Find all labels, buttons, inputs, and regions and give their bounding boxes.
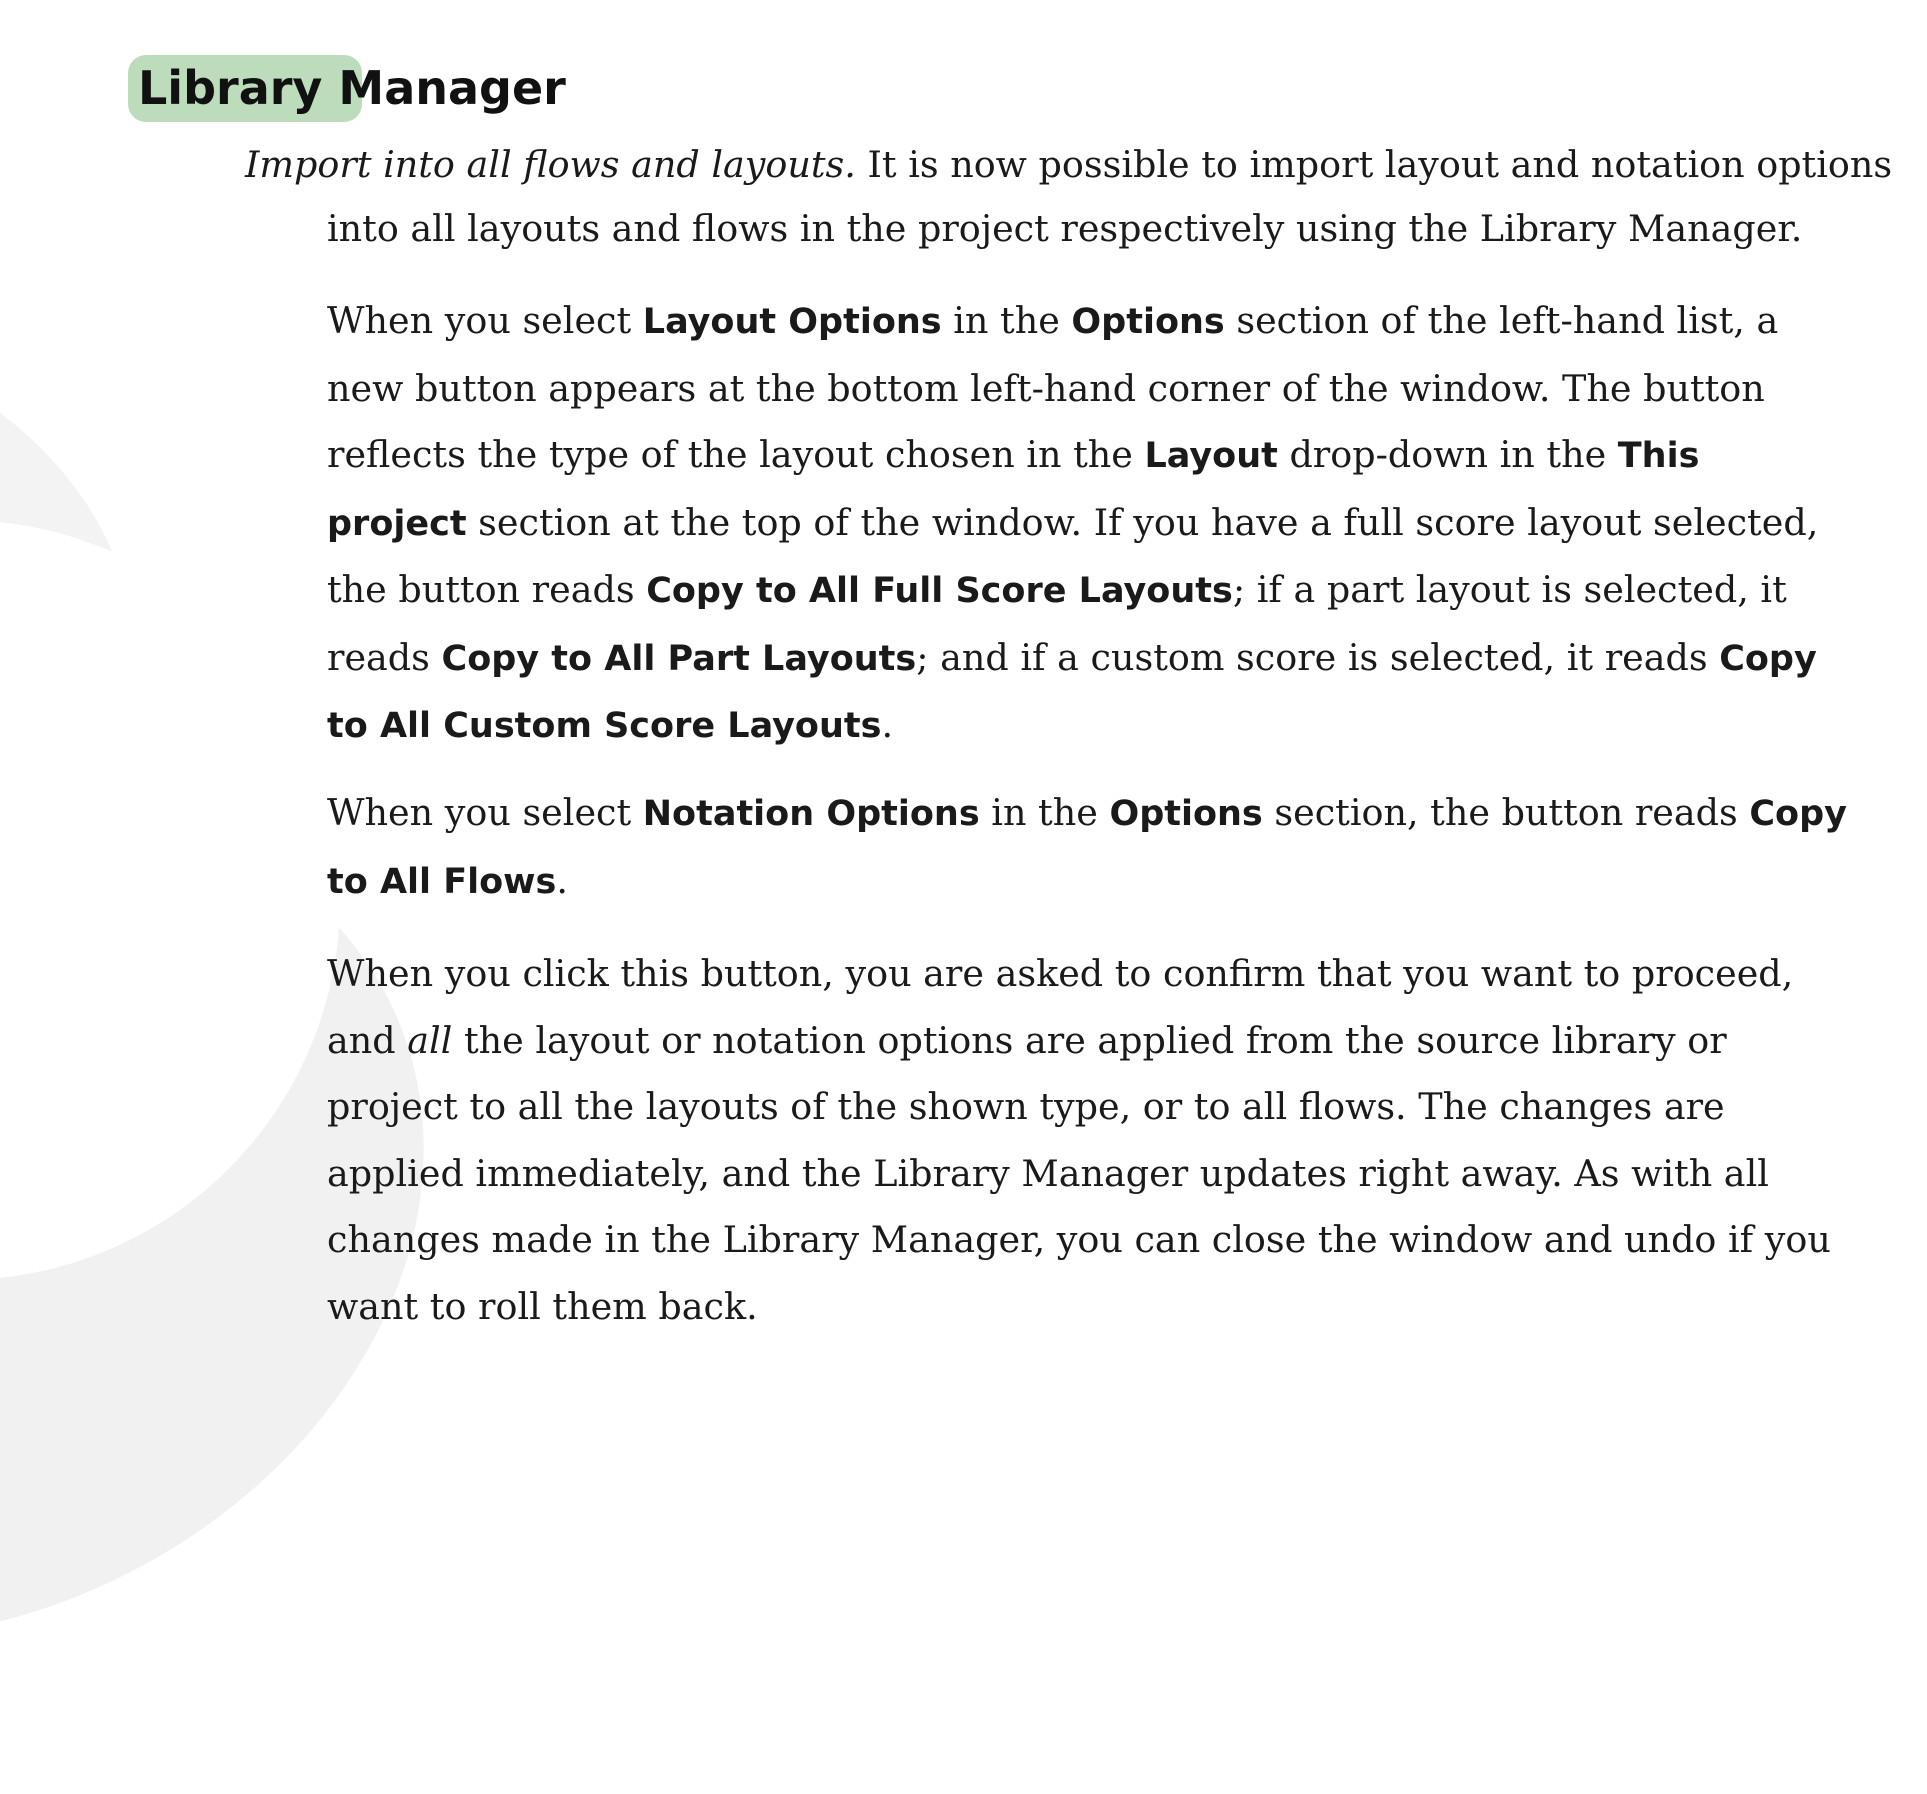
entry-title: Import into all flows and layouts. xyxy=(245,143,856,186)
section-heading-container xyxy=(128,55,566,122)
ui-term: Copy to All Custom Score Layouts xyxy=(327,638,1817,746)
ui-term: Layout xyxy=(1144,436,1278,476)
ui-term: Options xyxy=(1071,302,1225,342)
feature-entry xyxy=(245,133,1927,261)
ui-term: This project xyxy=(327,436,1700,544)
ui-term: Copy to All Part Layouts xyxy=(441,638,917,679)
ui-term: Layout Options xyxy=(642,302,942,342)
text: When you select xyxy=(327,791,643,834)
text: the layout or notation options are applied from the source library or project to all the layouts of the shown type, or to all flows. The changes are applied immediately, and the Library Manager updates right away. As with all changes made in the Library Manager, you can close the window and undo if you want to roll them back. xyxy=(327,1018,1831,1328)
section-heading: Library Manager xyxy=(138,61,566,115)
text: . xyxy=(556,858,568,902)
text: in the xyxy=(941,299,1072,342)
paragraph-confirmation xyxy=(327,941,1847,1340)
text: in the xyxy=(979,791,1110,834)
ui-term: Options xyxy=(1109,794,1263,834)
text: section, the button reads xyxy=(1262,791,1750,834)
paragraph-notation-options xyxy=(327,780,1847,915)
paragraph-layout-options xyxy=(327,288,1847,760)
text: ; and if a custom score is selected, it reads xyxy=(916,635,1720,679)
text: When you select xyxy=(327,299,643,342)
text: section at the top of the window. If you have a full score layout selected, the button reads xyxy=(327,500,1819,611)
text: section of the left-hand list, a new button appears at the bottom left-hand corner of the window. The button reflects the type of the layout chosen in the xyxy=(327,299,1779,476)
text: drop-down in the xyxy=(1277,433,1618,476)
ui-term: Copy to All Full Score Layouts xyxy=(646,571,1233,611)
entry-text: It is now possible to import layout and notation options into all layouts and flows in the project respectively using the Library Manager. xyxy=(327,143,1893,250)
text: ; if a part layout is selected, it reads xyxy=(327,568,1787,679)
emphasis: all xyxy=(407,1018,453,1062)
text: . xyxy=(881,703,894,746)
text: When you click this button, you are asked to confirm that you want to proceed, and xyxy=(327,952,1794,1062)
ui-term: Notation Options xyxy=(642,794,980,834)
ui-term: Copy to All Flows xyxy=(327,794,1847,902)
